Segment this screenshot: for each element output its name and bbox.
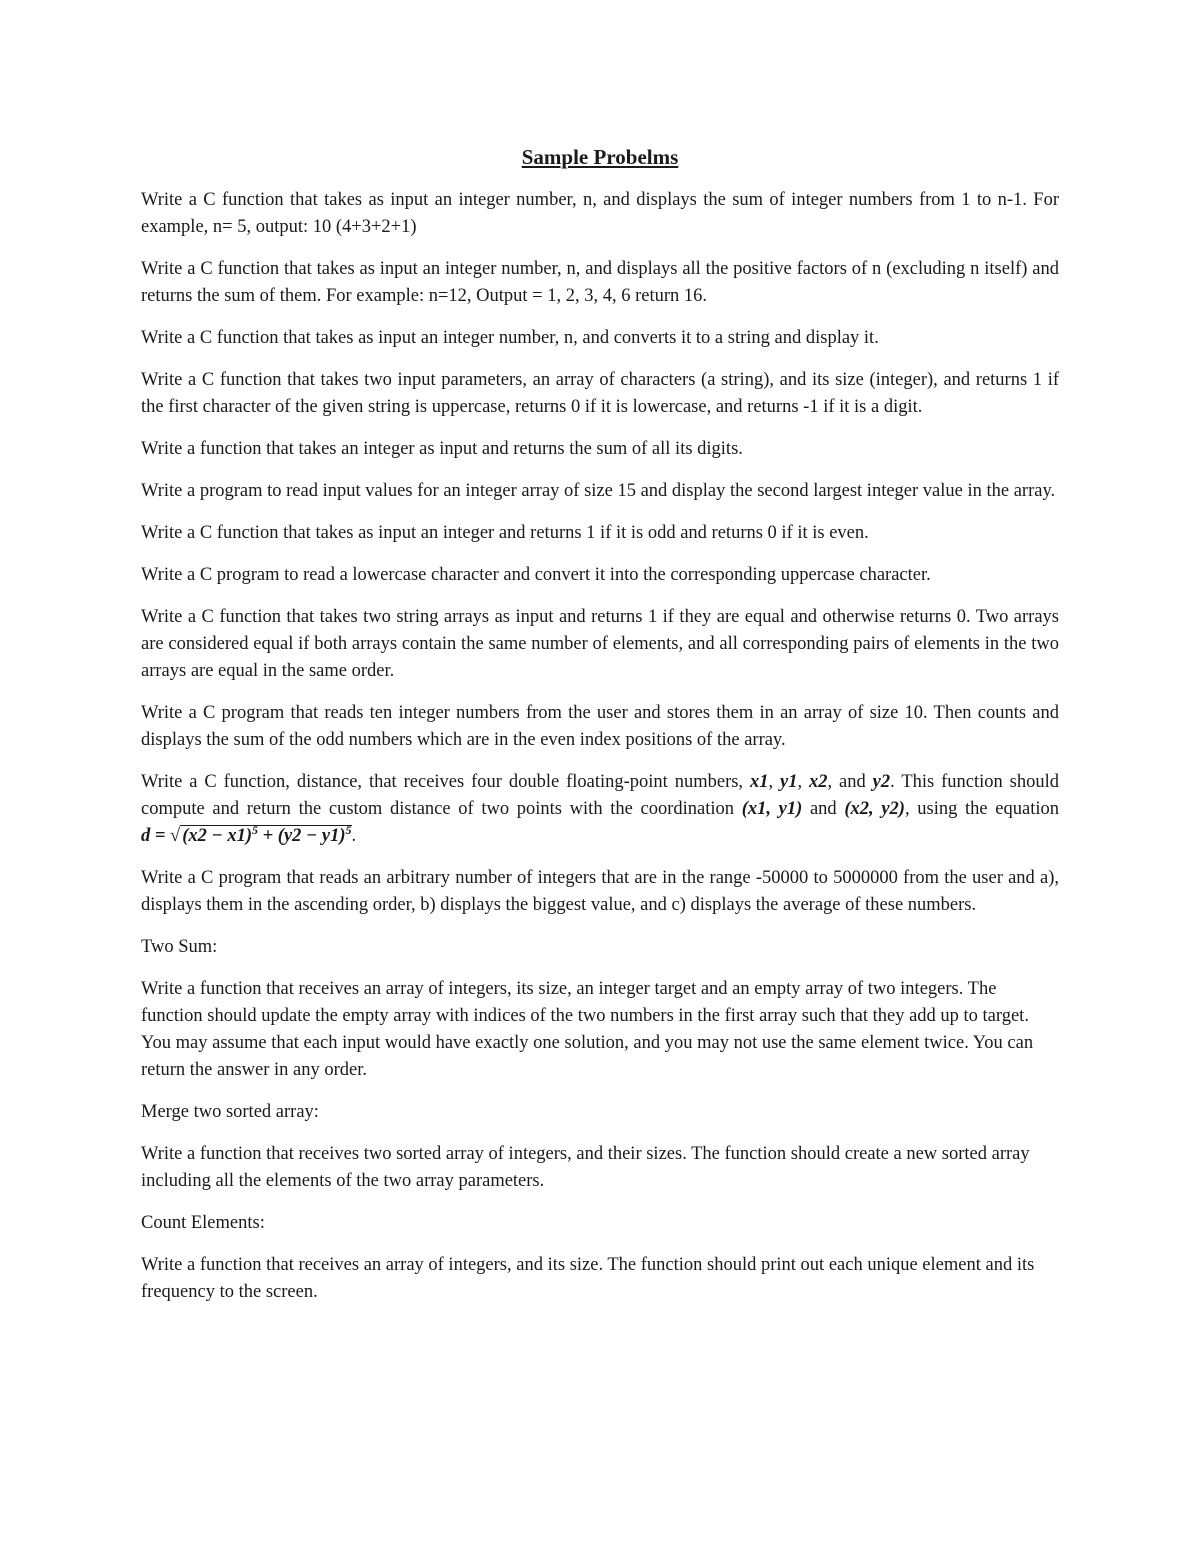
sqrt-body bbox=[180, 822, 352, 846]
exponent-1: 5 bbox=[252, 822, 258, 837]
section-text-two-sum: Write a function that receives an array of integers, its size, an integer target and an empty array of two integers. The function should update the empty array with indices of the two numbers in the first array such that they add up to target. You may assume that each input would have exactly one solution, and you may not use the same element twice. You can return the answer in any order. bbox=[141, 979, 1034, 1080]
problem-6: Write a program to read input values for an integer array of size 15 and display the second largest integer value in the array. bbox=[141, 481, 1056, 501]
document-page bbox=[141, 143, 1059, 1321]
problem-7: Write a C function that takes as input an integer and returns 1 if it is odd and returns 0 if it is even. bbox=[141, 523, 869, 543]
problem-distance bbox=[141, 769, 1059, 850]
var-x1: x1 bbox=[749, 772, 769, 792]
var-y2: y2 bbox=[872, 772, 891, 792]
sep-2: , bbox=[797, 772, 809, 792]
section-heading-two-sum: Two Sum: bbox=[141, 937, 218, 957]
section-heading-count: Count Elements: bbox=[141, 1213, 265, 1233]
problem-3: Write a C function that takes as input an integer number, n, and converts it to a string and display it. bbox=[141, 328, 879, 348]
exponent-2: 5 bbox=[345, 822, 352, 837]
problem-5: Write a function that takes an integer as input and returns the sum of all its digits. bbox=[141, 439, 743, 459]
page-title: Sample Probelms bbox=[521, 145, 679, 169]
distance-equation bbox=[141, 822, 352, 846]
problem-10: Write a C program that reads ten integer numbers from the user and stores them in an array of size 10. Then counts and displays the sum of the odd numbers which are in the even index positions of the array. bbox=[141, 703, 1059, 750]
point-1: (x1, y1) bbox=[741, 799, 803, 819]
sep-1: , bbox=[768, 772, 780, 792]
problem-1: Write a C function that takes as input an integer number, n, and displays the sum of integer numbers from 1 to n-1. For example, n= 5, output: 10 (4+3+2+1) bbox=[141, 190, 1059, 237]
var-x2: x2 bbox=[809, 772, 828, 792]
sqrt-sign: √ bbox=[170, 826, 181, 846]
term-1: (x2 − x1) bbox=[182, 826, 252, 846]
problem-4: Write a C function that takes two input parameters, an array of characters (a string), and its size (integer), and returns 1 if the first character of the given string is uppercase, returns 0 if it is lowercase, and returns -1 if it is a digit. bbox=[141, 370, 1059, 417]
equation-lhs: d = bbox=[141, 826, 171, 846]
point-2: (x2, y2) bbox=[844, 799, 905, 819]
distance-mid: . This function should compute and return the custom distance of two points with the coordination bbox=[141, 772, 1060, 819]
var-y1: y1 bbox=[780, 772, 798, 792]
section-text-count: Write a function that receives an array of integers, and its size. The function should print out each unique element and its frequency to the screen. bbox=[141, 1255, 1035, 1302]
section-heading-merge: Merge two sorted array: bbox=[141, 1102, 319, 1122]
and-text-2: and bbox=[802, 799, 845, 819]
distance-end: . bbox=[351, 826, 357, 846]
problem-9: Write a C function that takes two string arrays as input and returns 1 if they are equal and otherwise returns 0. Two arrays are considered equal if both arrays contain the same number of elements, and all corresponding pairs of elements in the two arrays are equal in the same order. bbox=[141, 607, 1059, 681]
problem-2: Write a C function that takes as input an integer number, n, and displays all the positive factors of n (excluding n itself) and returns the sum of them. For example: n=12, Output = 1, 2, 3, 4, 6 return 16. bbox=[141, 259, 1059, 306]
and-text: , and bbox=[827, 772, 873, 792]
using-text: , using the equation bbox=[904, 799, 1059, 819]
distance-intro: Write a C function, distance, that receives four double floating-point numbers, bbox=[141, 772, 750, 792]
term-2: (y2 − y1) bbox=[277, 826, 346, 846]
problem-8: Write a C program to read a lowercase character and convert it into the corresponding uppercase character. bbox=[141, 565, 931, 585]
plus-sign: + bbox=[258, 826, 278, 846]
problem-arbitrary: Write a C program that reads an arbitrary number of integers that are in the range -50000 to 5000000 from the user and a), displays them in the ascending order, b) displays the biggest value, and c) displays the average of these numbers. bbox=[141, 868, 1059, 915]
section-text-merge: Write a function that receives two sorted array of integers, and their sizes. The function should create a new sorted array including all the elements of the two array parameters. bbox=[141, 1144, 1030, 1191]
